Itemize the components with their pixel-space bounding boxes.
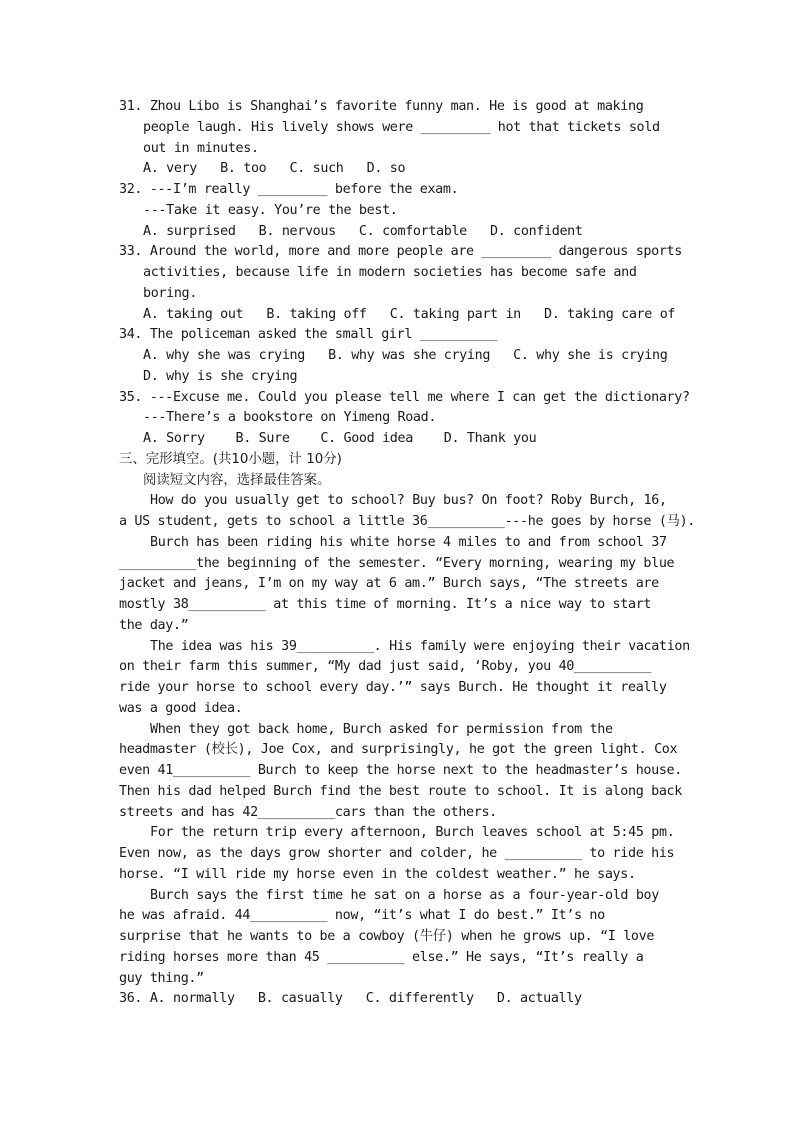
passage-line: The idea was his 39__________. His family were enjoying their vacation — [150, 638, 690, 654]
passage-line: jacket and jeans, I’m on my way at 6 am.” Burch says, “The streets are — [119, 576, 659, 592]
passage-line: ride your horse to school every day.’” says Burch. He thought it really — [119, 680, 667, 695]
q32-options: A. surprised B. nervous C. comfortable D. confident — [143, 223, 583, 239]
passage-line: mostly 38__________ at this time of morning. It’s a nice way to start — [119, 597, 652, 612]
passage-line: was a good idea. — [119, 700, 243, 716]
q35-stem: 35. ---Excuse me. Could you please tell me where I can get the dictionary? — [119, 389, 690, 405]
q35-options: A. Sorry B. Sure C. Good idea D. Thank you — [143, 431, 537, 446]
passage-line: even 41__________ Burch to keep the horse next to the headmaster’s house. — [119, 763, 682, 778]
q33-stem-line: 33. Around the world, more and more people are _________ dangerous sports — [119, 244, 682, 260]
q34-options: D. why is she crying — [143, 368, 298, 384]
q33-stem-line: activities, because life in modern societies has become safe and — [143, 265, 637, 280]
passage-line: guy thing.” — [119, 970, 204, 986]
q31-stem-line: 31. Zhou Libo is Shanghai’s favorite funny man. He is good at making — [119, 99, 644, 114]
passage-line: Burch has been riding his white horse 4 miles to and from school 37 — [150, 534, 667, 550]
section-instruction: 阅读短文内容，选择最佳答案。 — [143, 472, 331, 488]
q33-stem-line: boring. — [143, 285, 197, 301]
passage-line: the day.” — [119, 617, 189, 633]
q34-options: A. why she was crying B. why was she crying C. why she is crying — [143, 348, 668, 363]
q34-stem: 34. The policeman asked the small girl __________ — [119, 327, 497, 343]
passage-line: Even now, as the days grow shorter and colder, he __________ to ride his — [119, 846, 675, 861]
passage-line: surprise that he wants to be a cowboy (牛仔) when he grows up. “I love — [119, 929, 655, 944]
passage-line: __________the beginning of the semester. “Every morning, wearing my blue — [119, 555, 675, 571]
q31-stem-line: people laugh. His lively shows were _________ hot that tickets sold — [143, 119, 660, 135]
q32-stem: 32. ---I’m really _________ before the exam. — [119, 182, 459, 197]
passage-line: horse. “I will ride my horse even in the coldest weather.” he says. — [119, 866, 636, 882]
passage-line: streets and has 42__________cars than the others. — [119, 804, 497, 820]
passage-line: he was afraid. 44__________ now, “it’s what I do best.” It’s no — [119, 908, 605, 924]
passage-line: For the return trip every afternoon, Burch leaves school at 5:45 pm. — [150, 825, 675, 841]
passage-line: Burch says the first time he sat on a horse as a four-year-old boy — [150, 887, 659, 903]
passage-line: When they got back home, Burch asked for permission from the — [150, 721, 613, 737]
passage-line: headmaster (校长), Joe Cox, and surprisingly, he got the green light. Cox — [119, 742, 678, 758]
q36-options: 36. A. normally B. casually C. differently D. actually — [119, 991, 582, 1007]
section-title: 三、完形填空。(共10小题，计 10分) — [119, 451, 342, 467]
passage-line: Then his dad helped Burch find the best route to school. It is along back — [119, 783, 682, 799]
q32-reply: ---Take it easy. You’re the best. — [143, 202, 398, 218]
exam-text-block — [119, 97, 696, 1010]
q31-options: A. very B. too C. such D. so — [143, 161, 406, 177]
q33-options: A. taking out B. taking off C. taking part in D. taking care of — [143, 306, 676, 322]
passage-line: riding horses more than 45 __________ else.” He says, “It’s really a — [119, 949, 644, 965]
q35-reply: ---There’s a bookstore on Yimeng Road. — [143, 410, 437, 426]
passage-line: How do you usually get to school? Buy bus? On foot? Roby Burch, 16, — [150, 493, 667, 509]
passage-line: a US student, gets to school a little 36__________---he goes by horse (马). — [119, 514, 696, 529]
passage-line: on their farm this summer, “My dad just said, ‘Roby, you 40__________ — [119, 659, 652, 675]
q31-stem-line: out in minutes. — [143, 140, 259, 156]
